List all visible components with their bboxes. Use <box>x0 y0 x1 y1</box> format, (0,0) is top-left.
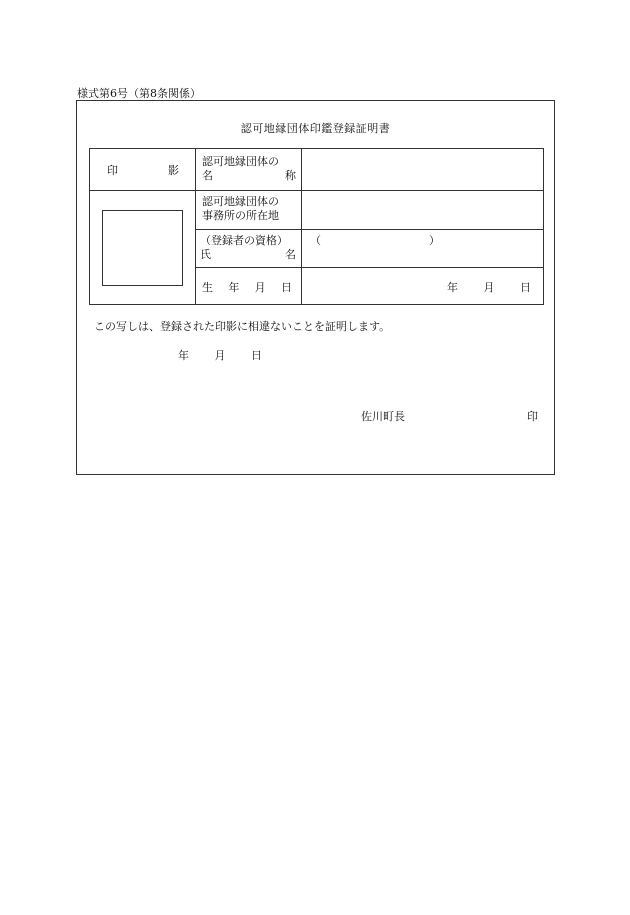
issuer-title: 佐川町長 <box>361 410 405 423</box>
issue-day: 日 <box>251 349 262 362</box>
issue-date <box>178 347 262 363</box>
birthdate-label-char-3: 月 <box>254 281 266 294</box>
birthdate-month: 月 <box>483 281 495 294</box>
person-name-label-char-2: 名 <box>285 248 296 261</box>
seal-label-char-2: 影 <box>168 163 179 177</box>
certificate-table <box>89 148 544 305</box>
office-label <box>202 195 296 223</box>
certification-statement: この写しは、登録された印影に相違ないことを証明します。 <box>94 320 391 333</box>
row-divider-3 <box>195 267 543 268</box>
seal-impression-header <box>90 149 195 190</box>
name-label <box>202 155 296 183</box>
registrant-label <box>200 234 296 262</box>
row-divider-2 <box>195 229 543 230</box>
table-divider-seal <box>195 149 196 304</box>
name-label-line2 <box>202 169 296 183</box>
office-label-line1: 認可地縁団体の <box>202 195 279 208</box>
office-label-line2: 事務所の所在地 <box>202 209 279 222</box>
issue-month: 月 <box>214 349 226 362</box>
name-value-field <box>302 149 543 190</box>
form-number: 様式第6号（第8条関係） <box>77 87 201 100</box>
birthdate-label-char-2: 年 <box>228 281 240 294</box>
name-label-char-1: 名 <box>202 169 213 182</box>
qualification-value <box>310 234 440 248</box>
birthdate-value <box>447 281 531 295</box>
birthdate-label-char-4: 日 <box>280 281 292 294</box>
certificate-frame <box>76 100 555 475</box>
seal-impression-box <box>102 210 183 286</box>
official-stamp-mark: 印 <box>527 410 538 423</box>
qualification-open-paren: （ <box>310 234 321 247</box>
office-value-field <box>302 191 543 229</box>
issue-year: 年 <box>178 349 189 362</box>
name-label-line1: 認可地縁団体の <box>202 155 279 168</box>
seal-label-char-1: 印 <box>107 163 118 177</box>
birthdate-day: 日 <box>520 281 531 294</box>
seal-header-divider <box>90 190 195 191</box>
person-name-label-char-1: 氏 <box>200 248 211 261</box>
name-label-char-2: 称 <box>285 169 296 182</box>
birthdate-label-char-1: 生 <box>202 281 213 294</box>
birthdate-label <box>202 281 292 295</box>
qualification-close-paren: ） <box>429 234 440 247</box>
person-name-label <box>200 248 296 262</box>
birthdate-year: 年 <box>447 281 458 294</box>
document-title: 認可地縁団体印鑑登録証明書 <box>240 122 391 135</box>
qualification-label: （登録者の資格） <box>200 234 288 247</box>
